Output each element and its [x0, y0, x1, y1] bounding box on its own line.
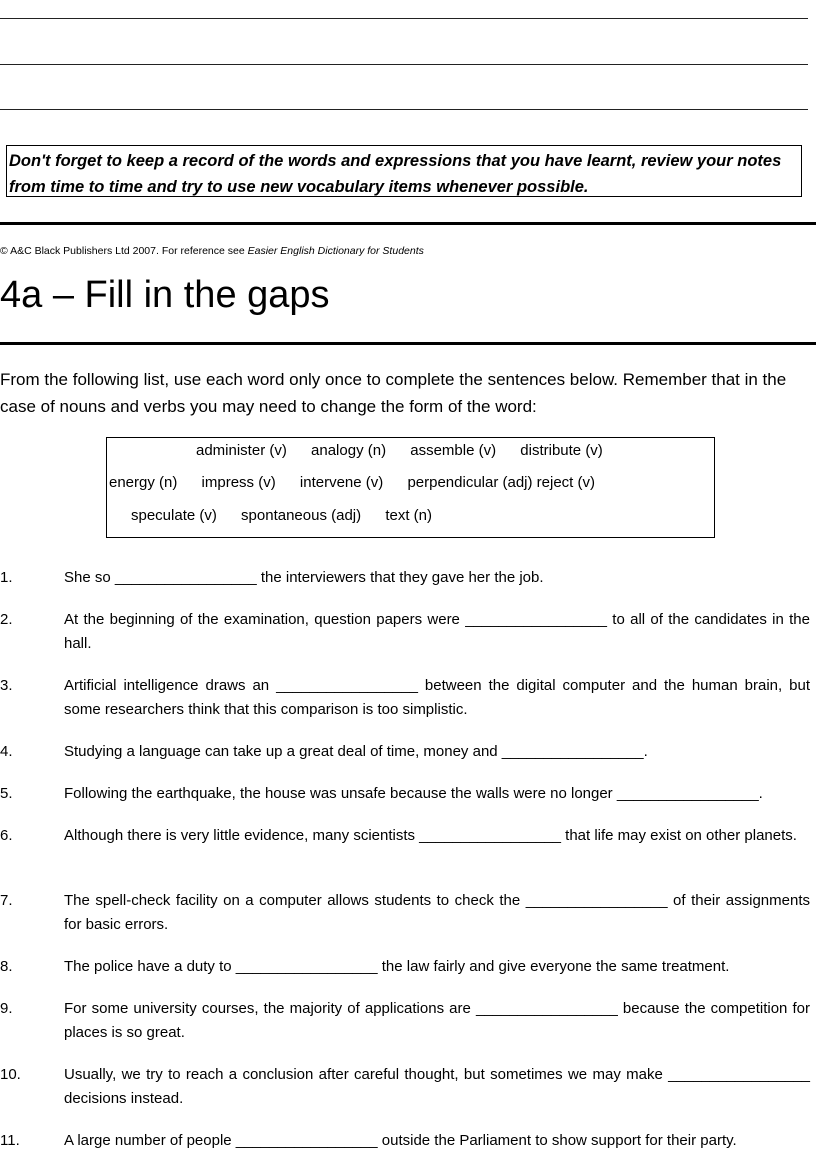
vocabulary-reminder-text: Don't forget to keep a record of the words and expressions that you have learnt, review your notes from time to time and try to use new vocabulary items whenever possible. — [9, 152, 782, 196]
question-item — [0, 566, 810, 590]
word-list-row — [131, 506, 432, 526]
copyright-prefix: © A&C Black Publishers Ltd 2007. For reference see — [0, 245, 248, 257]
question-number: 5. — [0, 785, 13, 802]
word-item: administer (v) — [196, 442, 287, 459]
word-list-box — [106, 437, 715, 538]
question-number: 7. — [0, 892, 13, 909]
question-text: Although there is very little evidence, many scientists _________________ that life may exist on other planets. — [64, 827, 797, 844]
word-item: speculate (v) — [131, 507, 217, 524]
question-item — [0, 955, 810, 979]
question-item — [0, 889, 810, 937]
question-number: 3. — [0, 677, 13, 694]
word-item: intervene (v) — [299, 474, 384, 491]
question-item — [0, 997, 810, 1045]
word-item: analogy (n) — [311, 442, 387, 459]
question-item — [0, 1063, 810, 1111]
question-item — [0, 1129, 810, 1153]
question-text: Artificial intelligence draws an _________________ between the digital computer and the human brain, but some researchers think that this comparison is too simplistic. — [64, 677, 810, 718]
question-text: She so _________________ the interviewers that they gave her the job. — [64, 569, 544, 586]
question-item — [0, 824, 810, 848]
question-item — [0, 674, 810, 722]
word-item: assemble (v) — [410, 442, 497, 459]
question-number: 8. — [0, 958, 13, 975]
word-item: spontaneous (adj) — [241, 507, 362, 524]
copyright-notice — [0, 245, 424, 257]
vocabulary-reminder-box — [6, 145, 802, 197]
word-item: energy (n) — [109, 474, 178, 491]
question-number: 9. — [0, 1000, 13, 1017]
section-divider — [0, 222, 816, 225]
question-text: The police have a duty to _________________ the law fairly and give everyone the same treatment. — [64, 958, 730, 975]
word-item: perpendicular (adj) reject (v) — [407, 474, 596, 491]
question-text: Studying a language can take up a great deal of time, money and _________________. — [64, 743, 648, 760]
word-item: text (n) — [385, 507, 432, 524]
question-number: 10. — [0, 1066, 21, 1083]
word-item: impress (v) — [201, 474, 276, 491]
writing-line — [0, 18, 808, 19]
question-text: Following the earthquake, the house was unsafe because the walls were no longer _________________. — [64, 785, 763, 802]
instructions: From the following list, use each word only once to complete the sentences below. Remember that in the case of nouns and verbs you may need to change the form of the word: — [0, 370, 787, 416]
question-text: A large number of people _________________ outside the Parliament to show support for their party. — [64, 1132, 737, 1149]
question-number: 4. — [0, 743, 13, 760]
writing-line — [0, 109, 808, 110]
question-number: 2. — [0, 611, 13, 628]
question-number: 1. — [0, 569, 13, 586]
word-list-row — [196, 441, 603, 461]
question-number: 11. — [0, 1132, 20, 1149]
writing-line — [0, 64, 808, 65]
question-number: 6. — [0, 827, 13, 844]
page-title: 4a – Fill in the gaps — [0, 274, 330, 316]
question-item — [0, 782, 810, 806]
title-divider — [0, 342, 816, 345]
question-item — [0, 608, 810, 656]
question-item — [0, 740, 810, 764]
question-text: The spell-check facility on a computer allows students to check the _________________ of their assignments for basic errors. — [64, 892, 810, 933]
question-text: At the beginning of the examination, question papers were _________________ to all of the candidates in the hall. — [64, 611, 810, 652]
word-list-row — [109, 473, 595, 493]
reference-book-title: Easier English Dictionary for Students — [247, 245, 424, 257]
question-text: Usually, we try to reach a conclusion after careful thought, but sometimes we may make _________________ decisions instead. — [64, 1066, 810, 1107]
word-item: distribute (v) — [520, 442, 603, 459]
question-text: For some university courses, the majority of applications are _________________ because the competition for places is so great. — [64, 1000, 810, 1041]
